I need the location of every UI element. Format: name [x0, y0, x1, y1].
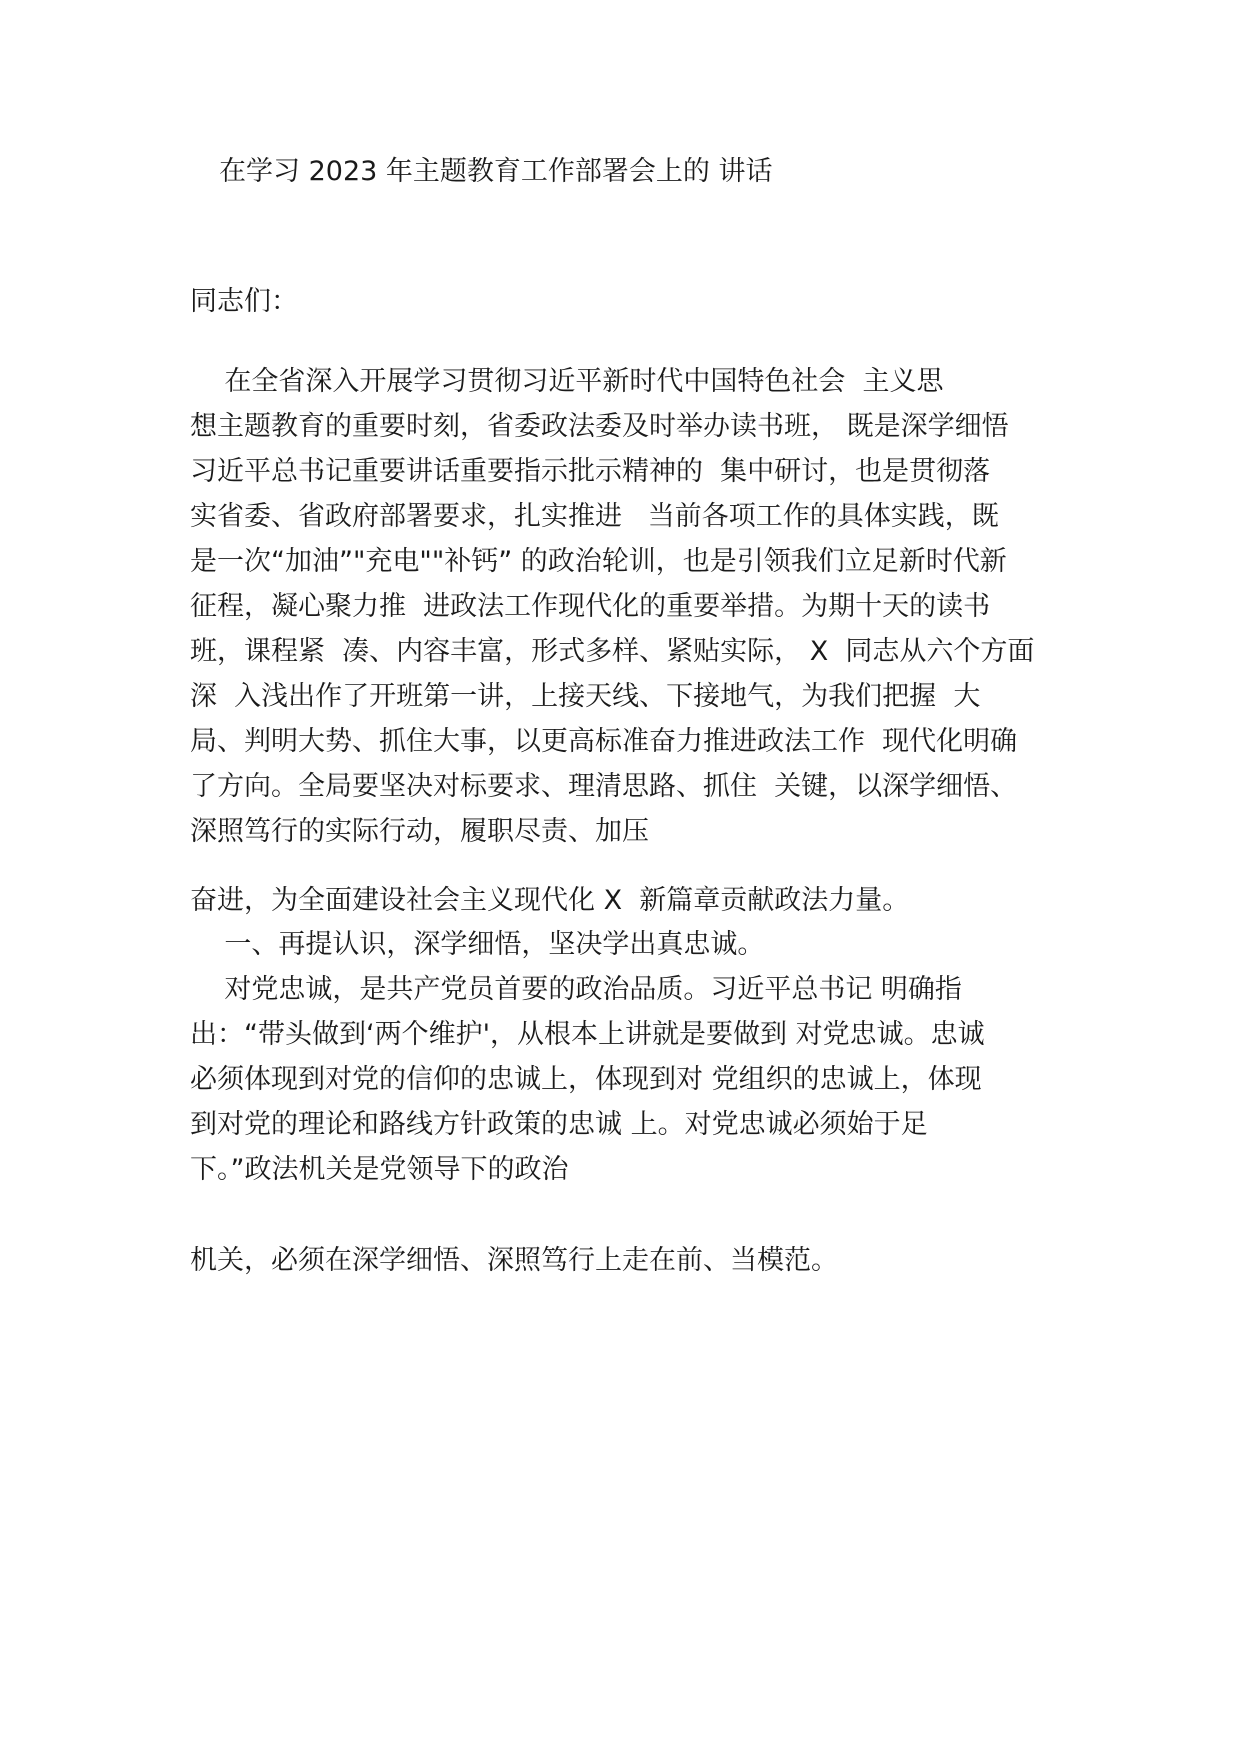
text-line: 了方向。全局要坚决对标要求、理清思路、抓住 关键，以深学细悟、 [190, 771, 1018, 802]
text-line: 出：“带头做到‘两个维护'，从根本上讲就是要做到 对党忠诚。忠诚 [190, 1019, 985, 1050]
paragraph-block-1 [190, 359, 1034, 854]
text-line: 在全省深入开展学习贯彻习近平新时代中国特色社会 主义思 [190, 366, 944, 397]
text-line: 征程，凝心聚力推 进政法工作现代化的重要举措。为期十天的读书 [190, 591, 991, 622]
section-heading: 一、再提认识，深学细悟，坚决学出真忠诚。 [190, 929, 765, 960]
text-line: 到对党的理论和路线方针政策的忠诚 上。对党忠诚必须始于足 [190, 1109, 928, 1140]
paragraph-block-4 [190, 1238, 838, 1283]
text-line: 班，课程紧 凑、内容丰富，形式多样、紧贴实际， X 同志从六个方面 [190, 636, 1035, 667]
text-line: 深 入浅出作了开班第一讲，上接天线、下接地气，为我们把握 大 [190, 681, 981, 712]
text-line: 对党忠诚，是共产党员首要的政治品质。习近平总书记 明确指 [190, 974, 962, 1005]
salutation: 同志们： [190, 286, 298, 317]
text-line: 局、判明大势、抓住大事，以更高标准奋力推进政法工作 现代化明确 [190, 726, 1018, 757]
text-line: 是一次“加油”"充电""补钙” 的政治轮训，也是引领我们立足新时代新 [190, 546, 1007, 577]
text-line: 奋进，为全面建设社会主义现代化 X 新篇章贡献政法力量。 [190, 885, 910, 916]
document-title: 在学习 2023 年主题教育工作部署会上的 讲话 [219, 156, 773, 187]
text-line: 深照笃行的实际行动，履职尽责、加压 [190, 816, 649, 847]
text-line: 习近平总书记重要讲话重要指示批示精神的 集中研讨，也是贯彻落 [190, 456, 991, 487]
text-line: 机关，必须在深学细悟、深照笃行上走在前、当模范。 [190, 1245, 838, 1276]
text-line: 必须体现到对党的信仰的忠诚上，体现到对 党组织的忠诚上，体现 [190, 1064, 982, 1095]
paragraph-block-2 [190, 878, 909, 923]
text-line: 下。”政法机关是党领导下的政治 [190, 1154, 569, 1185]
paragraph-block-3 [190, 922, 985, 1192]
text-line: 想主题教育的重要时刻，省委政法委及时举办读书班， 既是深学细悟 [190, 411, 1009, 442]
text-line: 实省委、省政府部署要求，扎实推进 当前各项工作的具体实践，既 [190, 501, 999, 532]
